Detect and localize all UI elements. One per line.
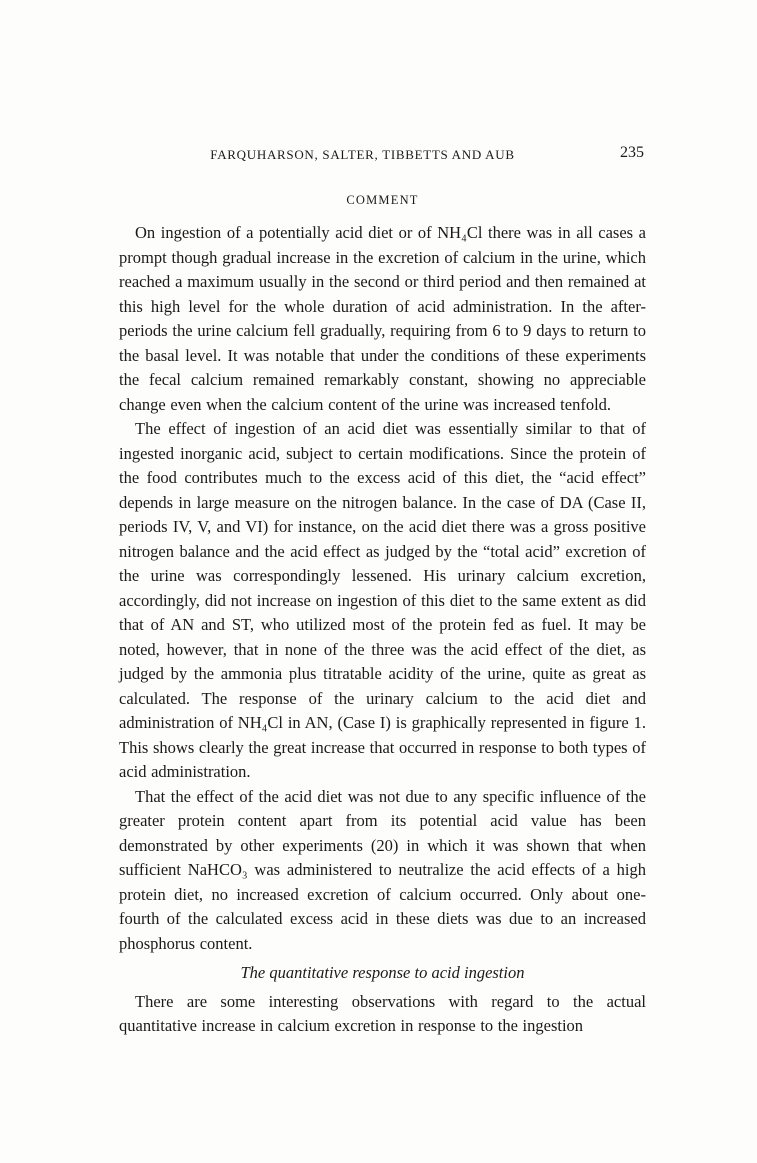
paragraph: On ingestion of a potentially acid diet or of NH₄Cl there was in all cases a prompt though gradual increase in the excretion of calcium in the urine, which reached a maximum usually in the second or third period and then remained at this high level for the whole duration of acid administration. In the after-periods the urine calcium fell gradually, requiring from 6 to 9 days to return to the basal level. It was notable that under the conditions of these experiments the fecal calcium remained remarkably constant, showing no appreciable change even when the calcium content of the urine was increased tenfold.: [119, 223, 646, 414]
section-heading: COMMENT: [346, 193, 419, 207]
paragraph: There are some interesting observations with regard to the actual quantitative increase in calcium excretion in response to the ingestion: [119, 991, 646, 1035]
running-head: FARQUHARSON, SALTER, TIBBETTS AND AUB: [210, 147, 515, 162]
page-number: 235: [620, 144, 644, 161]
subsection-heading: The quantitative response to acid ingestion: [240, 963, 525, 982]
paragraph: That the effect of the acid diet was not due to any specific influence of the greater protein content apart from its potential acid value has been demonstrated by other experiments (20) in which it was shown that when sufficient NaHCO₃ was administered to neutralize the acid effects of a high protein diet, no increased excretion of calcium occurred. Only about one-fourth of the calculated excess acid in these diets was due to an increased phosphorus content.: [119, 786, 646, 953]
text-column: [119, 146, 646, 1039]
page-header: [119, 146, 646, 163]
paragraph: The effect of ingestion of an acid diet was essentially similar to that of ingested inorganic acid, subject to certain modifications. Since the protein of the food contributes much to the excess acid of this diet, the “acid effect” depends in large measure on the nitrogen balance. In the case of DA (Case II, periods IV, V, and VI) for instance, on the acid diet there was a gross positive nitrogen balance and the acid effect as judged by the “total acid” excretion of the urine was correspondingly lessened. His urinary calcium excretion, accordingly, did not increase on ingestion of this diet to the same extent as did that of AN and ST, who utilized most of the protein fed as fuel. It may be noted, however, that in none of the three was the acid effect of the diet, as judged by the ammonia plus titratable acidity of the urine, quite as great as calculated. The response of the urinary calcium to the acid diet and administration of NH₄Cl in AN, (Case I) is graphically represented in figure 1. This shows clearly the great increase that occurred in response to both types of acid administration.: [119, 419, 646, 781]
